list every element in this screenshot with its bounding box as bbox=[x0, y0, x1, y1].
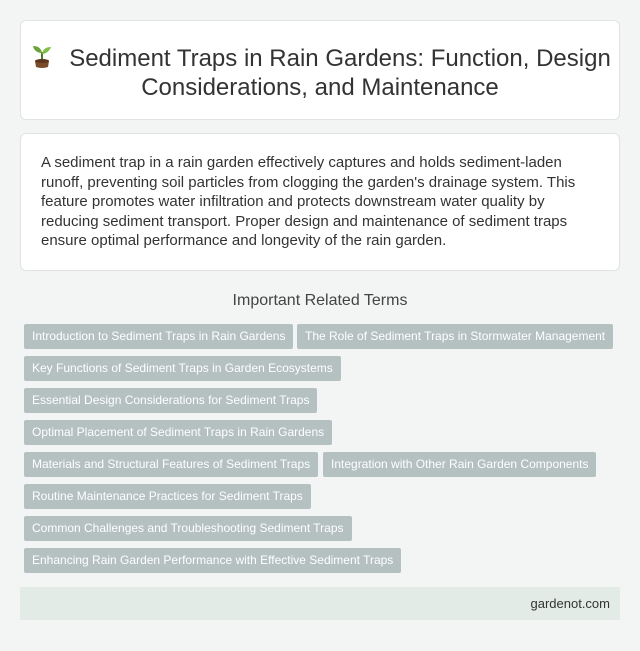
related-terms-heading: Important Related Terms bbox=[232, 292, 408, 309]
description-text: A sediment trap in a rain garden effectively captures and holds sediment-laden runoff, preventing soil particles from clogging the garden's drainage system. This feature promotes water infiltration and protects downstream water quality by reducing sediment transport. Proper design and maintenance of sediment traps ensure optimal performance and longevity of the rain garden. bbox=[41, 154, 576, 249]
related-term-tag[interactable]: Enhancing Rain Garden Performance with Effective Sediment Traps bbox=[24, 548, 401, 573]
related-term-tag[interactable]: Optimal Placement of Sediment Traps in Rain Gardens bbox=[24, 420, 332, 445]
related-term-tag[interactable]: Essential Design Considerations for Sediment Traps bbox=[24, 388, 317, 413]
related-term-tag[interactable]: Routine Maintenance Practices for Sediment Traps bbox=[24, 484, 311, 509]
related-term-tag[interactable]: Common Challenges and Troubleshooting Sediment Traps bbox=[24, 516, 352, 541]
footer bbox=[20, 587, 620, 620]
related-term-tag[interactable]: Key Functions of Sediment Traps in Garden Ecosystems bbox=[24, 356, 341, 381]
related-term-tag[interactable]: The Role of Sediment Traps in Stormwater Management bbox=[297, 324, 613, 349]
footer-site-link[interactable]: gardenot.com bbox=[530, 596, 610, 611]
related-term-tag[interactable]: Materials and Structural Features of Sediment Traps bbox=[24, 452, 318, 477]
page-title bbox=[21, 43, 619, 102]
page-title-text: Sediment Traps in Rain Gardens: Function, Design Considerations, and Maintenance bbox=[69, 45, 611, 101]
description-card bbox=[20, 133, 620, 271]
related-term-tag[interactable]: Integration with Other Rain Garden Components bbox=[323, 452, 596, 477]
sprout-icon bbox=[29, 43, 55, 69]
related-term-tag[interactable]: Introduction to Sediment Traps in Rain Gardens bbox=[24, 324, 293, 349]
title-card bbox=[20, 20, 620, 120]
